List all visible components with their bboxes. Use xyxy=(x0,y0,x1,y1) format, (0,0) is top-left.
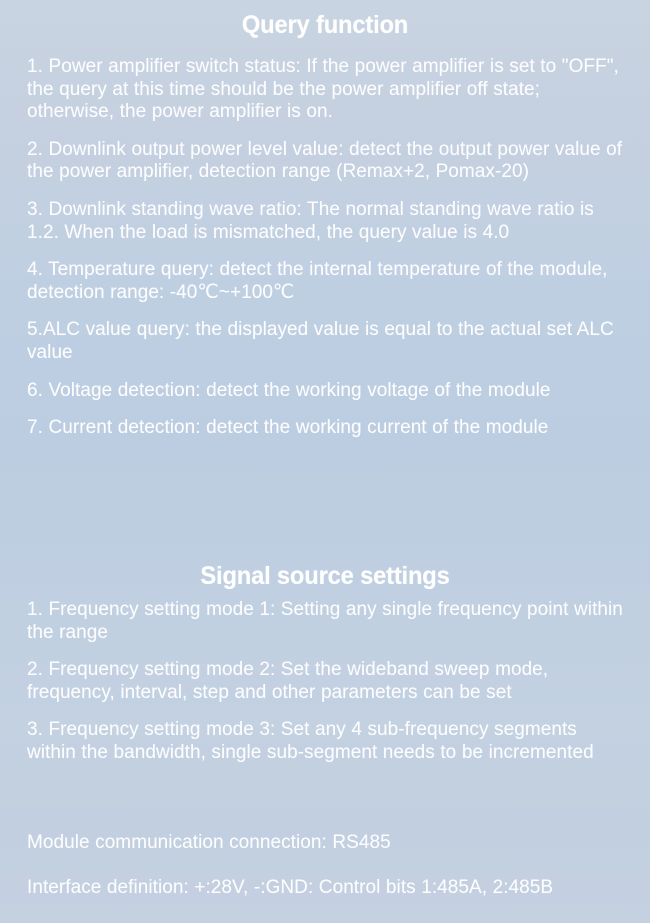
interface-definition-note: Interface definition: +:28V, -:GND: Control bits 1:485A, 2:485B xyxy=(27,876,554,898)
signal-item-2: 2. Frequency setting mode 2: Set the wideband sweep mode, frequency, interval, step and other parameters can be set xyxy=(27,659,549,703)
signal-source-heading-wrap xyxy=(0,563,650,591)
signal-source-item-list xyxy=(27,599,629,765)
footer-notes xyxy=(27,832,629,899)
query-function-heading: Query function xyxy=(241,11,409,39)
query-item-4: 4. Temperature query: detect the internal temperature of the module, detection range: -40℃~+100℃ xyxy=(27,259,608,303)
signal-item-1: 1. Frequency setting mode 1: Setting any single frequency point within the range xyxy=(27,599,623,643)
query-function-heading-wrap xyxy=(0,12,650,40)
query-item-3: 3. Downlink standing wave ratio: The normal standing wave ratio is 1.2. When the load is mismatched, the query value is 4.0 xyxy=(27,198,594,243)
module-communication-note: Module communication connection: RS485 xyxy=(27,832,391,853)
query-item-5: 5.ALC value query: the displayed value is equal to the actual set ALC value xyxy=(27,319,614,363)
signal-item-3: 3. Frequency setting mode 3: Set any 4 sub-frequency segments within the bandwidth, single sub-segment needs to be incremented xyxy=(27,719,594,763)
query-item-2: 2. Downlink output power level value: detect the output power value of the power amplifier, detection range (Remax+2, Pomax-20) xyxy=(27,138,623,183)
query-item-1: 1. Power amplifier switch status: If the power amplifier is set to "OFF", the query at this time should be the power amplifier off state; otherwise, the power amplifier is on. xyxy=(27,56,619,123)
query-function-item-list xyxy=(27,56,629,440)
signal-source-settings-heading: Signal source settings xyxy=(200,562,450,590)
query-item-7: 7. Current detection: detect the working current of the module xyxy=(27,417,549,439)
query-item-6: 6. Voltage detection: detect the working voltage of the module xyxy=(27,379,551,401)
